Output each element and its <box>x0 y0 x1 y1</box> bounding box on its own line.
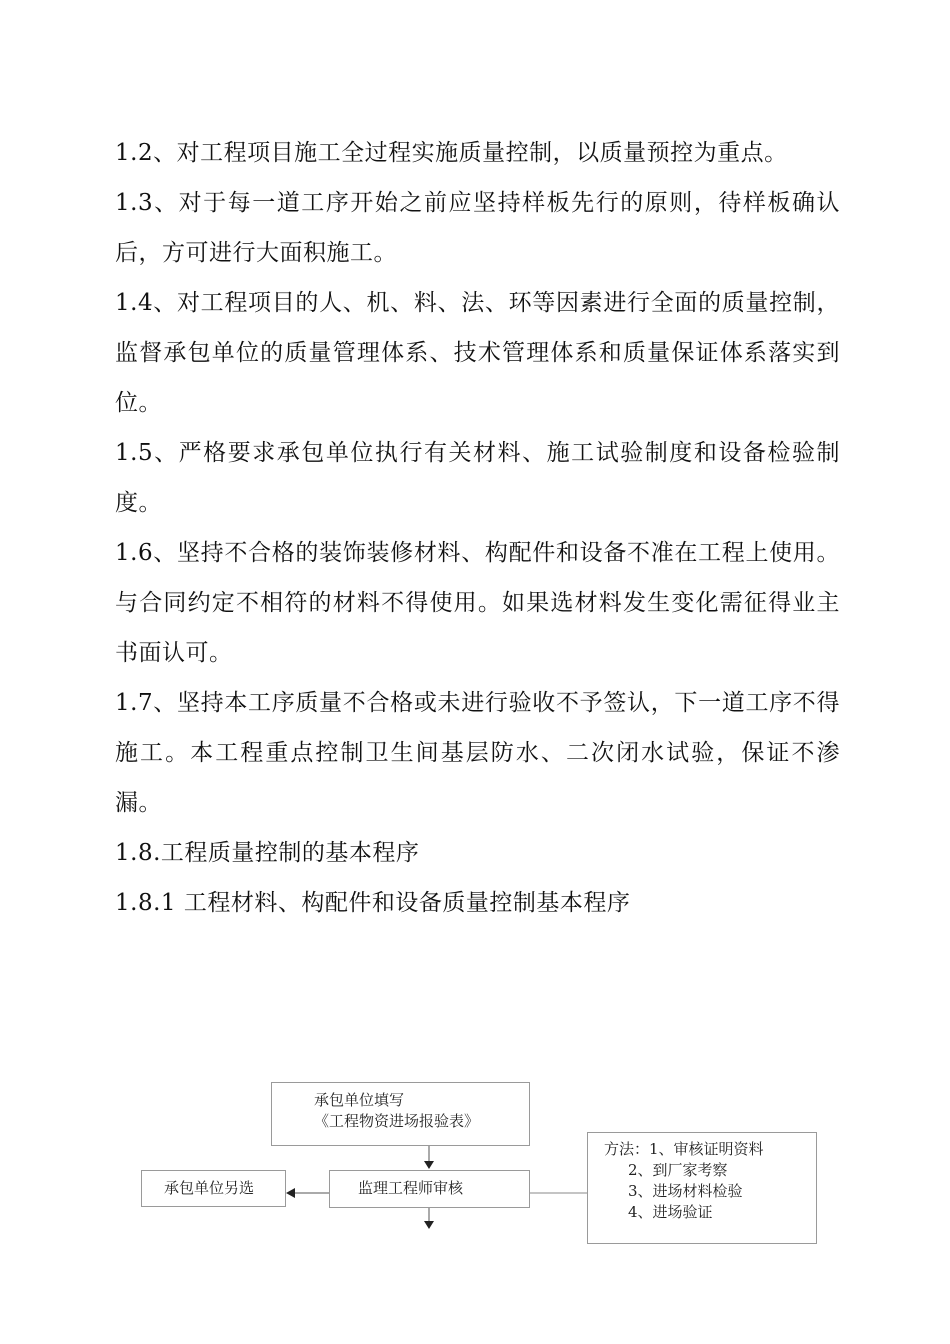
heading-1-8: 1.8.工程质量控制的基本程序 <box>115 840 420 866</box>
paragraph-1-4: 1.4、对工程项目的人、机、料、法、环等因素进行全面的质量控制，监督承包单位的质量管理体系、技术管理体系和质量保证体系落实到位。 <box>115 290 840 416</box>
paragraph-1-3: 1.3、对于每一道工序开始之前应坚持样板先行的原则，待样板确认后，方可进行大面积施工。 <box>115 190 840 266</box>
paragraph-1-7: 1.7、坚持本工序质量不合格或未进行验收不予签认，下一道工序不得施工。本工程重点控制卫生间基层防水、二次闭水试验，保证不渗漏。 <box>115 690 840 816</box>
methods-item-4: 4、进场验证 <box>628 1203 713 1221</box>
engineer-review-box <box>329 1170 530 1208</box>
fill-form-line2: 《工程物资进场报验表》 <box>314 1112 480 1130</box>
paragraph-1-6: 1.6、坚持不合格的装饰装修材料、构配件和设备不准在工程上使用。与合同约定不相符的材料不得使用。如果选材料发生变化需征得业主书面认可。 <box>115 540 840 666</box>
methods-item-2: 2、到厂家考察 <box>628 1161 728 1179</box>
engineer-review-label: 监理工程师审核 <box>358 1179 464 1197</box>
arrowhead-down-2 <box>424 1221 434 1229</box>
arrowhead-down-1 <box>424 1161 434 1169</box>
methods-box <box>587 1132 817 1244</box>
fill-form-line1: 承包单位填写 <box>314 1091 405 1109</box>
arrowhead-left <box>286 1188 295 1198</box>
methods-item-3: 3、进场材料检验 <box>628 1182 743 1200</box>
paragraph-1-5: 1.5、严格要求承包单位执行有关材料、施工试验制度和设备检验制度。 <box>115 440 840 516</box>
fill-form-box <box>271 1082 530 1146</box>
document-body <box>115 128 840 928</box>
reselect-box <box>141 1170 286 1207</box>
paragraph-1-2: 1.2、对工程项目施工全过程实施质量控制，以质量预控为重点。 <box>115 140 788 166</box>
reselect-label: 承包单位另选 <box>164 1179 255 1197</box>
methods-title: 方法：1、审核证明资料 <box>604 1140 764 1158</box>
heading-1-8-1: 1.8.1 工程材料、构配件和设备质量控制基本程序 <box>115 890 631 916</box>
